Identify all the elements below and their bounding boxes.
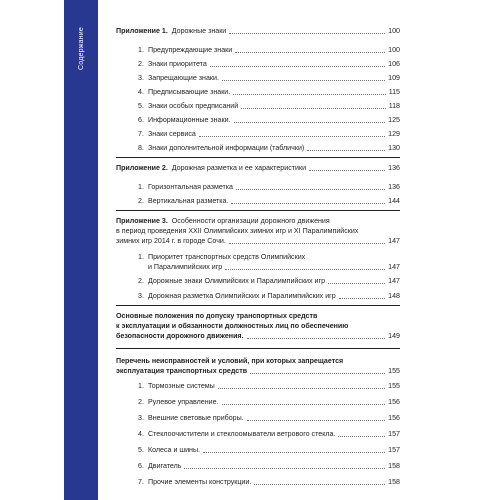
item-text: Рулевое управление. bbox=[148, 398, 219, 406]
dot-leader bbox=[225, 268, 385, 270]
item-text: Знаки дополнительной информации (таблички) bbox=[148, 144, 305, 152]
item-text: Знаки особых предписаний bbox=[148, 102, 239, 110]
sidebar-label bbox=[64, 18, 98, 78]
page-number: 129 bbox=[388, 130, 400, 138]
item-text: Знаки приоритета bbox=[148, 60, 207, 68]
page-number: 147 bbox=[388, 277, 400, 285]
section-divider bbox=[116, 157, 400, 158]
toc-entry[interactable] bbox=[138, 73, 400, 83]
section-title-line: к эксплуатации и обязанности должностных лиц по обеспечению bbox=[116, 322, 349, 330]
dot-leader bbox=[218, 387, 385, 389]
item-number: 7. bbox=[138, 130, 144, 138]
page-number: 158 bbox=[388, 462, 400, 470]
appendix-title-line: Особенности организации дорожного движения bbox=[171, 217, 330, 225]
toc-entry[interactable] bbox=[138, 461, 400, 471]
item-number: 5. bbox=[138, 102, 144, 110]
item-number: 3. bbox=[138, 414, 144, 422]
page-number: 106 bbox=[388, 60, 400, 68]
item-number: 6. bbox=[138, 116, 144, 124]
item-number: 2. bbox=[138, 197, 144, 205]
appendix-title-line: в период проведения XXII Олимпийских зимних игр и XI Паралимпийских bbox=[116, 227, 359, 235]
page-number: 144 bbox=[388, 197, 400, 205]
page-number: 157 bbox=[388, 446, 400, 454]
section-title-line: безопасности дорожного движения. bbox=[116, 332, 244, 340]
toc-entry[interactable] bbox=[138, 477, 400, 487]
item-number: 1. bbox=[138, 183, 144, 191]
section-divider bbox=[116, 305, 400, 306]
toc-entry[interactable] bbox=[138, 429, 400, 439]
dot-leader bbox=[339, 297, 385, 299]
toc-entry-appendix-1[interactable] bbox=[116, 26, 400, 36]
toc-entry[interactable] bbox=[138, 276, 400, 286]
item-text: Стеклоочистители и стеклоомыватели ветрового стекла. bbox=[148, 430, 336, 438]
page-number: 156 bbox=[388, 398, 400, 406]
item-number: 2. bbox=[138, 60, 144, 68]
appendix-label: Приложение 2. bbox=[116, 164, 168, 172]
dot-leader bbox=[233, 93, 385, 95]
item-text: Запрещающие знаки. bbox=[148, 74, 219, 82]
item-number: 6. bbox=[138, 462, 144, 470]
page-number: 155 bbox=[388, 367, 400, 375]
dot-leader bbox=[309, 169, 385, 171]
toc-entry[interactable] bbox=[138, 445, 400, 455]
page-number: 155 bbox=[388, 382, 400, 390]
sidebar bbox=[64, 0, 98, 500]
item-text: Двигатель bbox=[148, 462, 182, 470]
toc-entry-appendix-2[interactable] bbox=[116, 163, 400, 173]
dot-leader bbox=[235, 51, 385, 53]
item-number: 2. bbox=[138, 398, 144, 406]
page-number: 125 bbox=[388, 116, 400, 124]
item-text: Прочие элементы конструкции. bbox=[148, 478, 252, 486]
section-title-line: эксплуатация транспортных средств bbox=[116, 367, 248, 375]
page-number: 158 bbox=[388, 478, 400, 486]
appendix-label: Приложение 3. bbox=[116, 217, 168, 225]
section-divider bbox=[116, 210, 400, 211]
dot-leader bbox=[236, 188, 385, 190]
toc-entry[interactable] bbox=[138, 196, 400, 206]
dot-leader bbox=[307, 149, 385, 151]
toc-entry-malfunctions[interactable] bbox=[116, 356, 400, 376]
item-text: Знаки сервиса bbox=[148, 130, 196, 138]
toc-entry[interactable] bbox=[138, 381, 400, 391]
item-number: 8. bbox=[138, 144, 144, 152]
item-text: Тормозные системы bbox=[148, 382, 215, 390]
item-number: 1. bbox=[138, 253, 144, 261]
page-number: 118 bbox=[388, 102, 400, 110]
toc-entry[interactable] bbox=[138, 291, 400, 301]
page-number: 136 bbox=[388, 183, 400, 191]
appendix-title: Дорожные знаки bbox=[171, 27, 227, 35]
item-text: Вертикальная разметка. bbox=[148, 197, 229, 205]
page-number: 156 bbox=[388, 414, 400, 422]
dot-leader bbox=[229, 242, 385, 244]
toc-entry[interactable] bbox=[138, 45, 400, 55]
page-number: 147 bbox=[388, 237, 400, 245]
dot-leader bbox=[254, 483, 385, 485]
dot-leader bbox=[199, 135, 385, 137]
toc-entry[interactable] bbox=[138, 252, 400, 272]
page-number: 147 bbox=[388, 263, 400, 271]
page-number: 109 bbox=[388, 74, 400, 82]
toc-entry[interactable] bbox=[138, 101, 400, 111]
item-number: 4. bbox=[138, 430, 144, 438]
dot-leader bbox=[203, 451, 385, 453]
dot-leader bbox=[241, 107, 385, 109]
item-text: Колеса и шины. bbox=[148, 446, 201, 454]
toc-entry-appendix-3[interactable] bbox=[116, 216, 400, 246]
toc-entry[interactable] bbox=[138, 397, 400, 407]
page-number: 130 bbox=[388, 144, 400, 152]
appendix-title: Дорожная разметка и ее характеристики bbox=[171, 164, 307, 172]
page-number: 149 bbox=[388, 332, 400, 340]
dot-leader bbox=[247, 337, 386, 339]
dot-leader bbox=[328, 282, 385, 284]
page-number: 115 bbox=[388, 88, 400, 96]
toc-entry[interactable] bbox=[138, 413, 400, 423]
dot-leader bbox=[247, 419, 385, 421]
dot-leader bbox=[234, 121, 386, 123]
toc-entry[interactable] bbox=[138, 182, 400, 192]
dot-leader bbox=[222, 403, 386, 405]
item-number: 5. bbox=[138, 446, 144, 454]
item-number: 3. bbox=[138, 292, 144, 300]
section-divider bbox=[116, 348, 400, 349]
dot-leader bbox=[222, 79, 385, 81]
toc-entry[interactable] bbox=[138, 59, 400, 69]
item-text: и Паралимпийских игр bbox=[148, 263, 223, 271]
dot-leader bbox=[250, 372, 385, 374]
item-number: 2. bbox=[138, 277, 144, 285]
dot-leader bbox=[231, 202, 385, 204]
dot-leader bbox=[210, 65, 385, 67]
toc-entry[interactable] bbox=[138, 115, 400, 125]
item-text: Предупреждающие знаки bbox=[148, 46, 233, 54]
page-number: 136 bbox=[388, 164, 400, 172]
item-text: Предписывающие знаки. bbox=[148, 88, 231, 96]
item-number: 4. bbox=[138, 88, 144, 96]
item-number: 7. bbox=[138, 478, 144, 486]
toc-entry[interactable] bbox=[138, 87, 400, 97]
item-number: 1. bbox=[138, 46, 144, 54]
item-number: 3. bbox=[138, 74, 144, 82]
toc-entry-basic-provisions[interactable] bbox=[116, 311, 400, 341]
item-text: Внешние световые приборы. bbox=[148, 414, 244, 422]
section-title-line: Перечень неисправностей и условий, при которых запрещается bbox=[116, 357, 344, 365]
sidebar-label-text: Содержание bbox=[77, 26, 85, 70]
item-number: 1. bbox=[138, 382, 144, 390]
page-number: 157 bbox=[388, 430, 400, 438]
page-number: 100 bbox=[388, 27, 400, 35]
appendix-label: Приложение 1. bbox=[116, 27, 168, 35]
dot-leader bbox=[184, 467, 385, 469]
dot-leader bbox=[229, 32, 385, 34]
item-text: Дорожные знаки Олимпийских и Паралимпийских игр bbox=[148, 277, 326, 285]
toc-entry[interactable] bbox=[138, 143, 400, 153]
section-title-line: Основные положения по допуску транспортных средств bbox=[116, 312, 318, 320]
item-text: Информационные знаки. bbox=[148, 116, 231, 124]
toc-entry[interactable] bbox=[138, 129, 400, 139]
item-text: Приоритет транспортных средств Олимпийских bbox=[148, 253, 306, 261]
page-number: 148 bbox=[388, 292, 400, 300]
dot-leader bbox=[338, 435, 385, 437]
item-text: Горизонтальная разметка bbox=[148, 183, 233, 191]
item-text: Дорожная разметка Олимпийских и Паралимпийских игр bbox=[148, 292, 336, 300]
appendix-title-line: зимних игр 2014 г. в городе Сочи. bbox=[116, 237, 226, 245]
page-number: 100 bbox=[388, 46, 400, 54]
